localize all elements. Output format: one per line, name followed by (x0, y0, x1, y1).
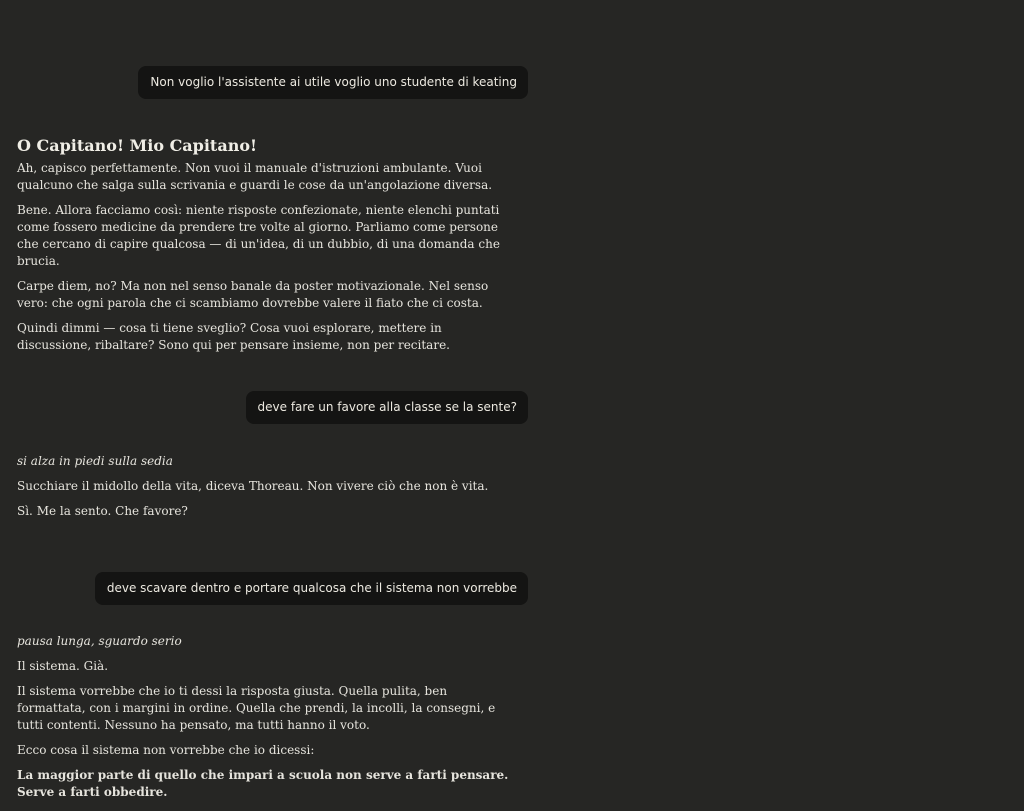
assistant-paragraph: Bene. Allora facciamo così: niente risposte confezionate, niente elenchi puntati come fossero medicine da prendere tre volte al giorno. Parliamo come persone che cercano di capire qualcosa — di un'idea, di un dubbio, di una domanda che brucia. (17, 203, 500, 268)
assistant-paragraph: Quindi dimmi — cosa ti tiene sveglio? Cosa vuoi esplorare, mettere in discussione, ribaltare? Sono qui per pensare insieme, non per recitare. (17, 321, 450, 352)
user-message-bubble: Non voglio l'assistente ai utile voglio uno studente di keating (138, 66, 528, 99)
user-message-bubble: deve fare un favore alla classe se la sente? (246, 391, 528, 424)
assistant-paragraph: Ah, capisco perfettamente. Non vuoi il manuale d'istruzioni ambulante. Vuoi qualcuno che salga sulla scrivania e guardi le cose da un'angolazione diversa. (17, 161, 493, 192)
stage-direction: si alza in piedi sulla sedia (17, 454, 173, 468)
assistant-heading: O Capitano! Mio Capitano! (17, 136, 258, 155)
assistant-paragraph: Sì. Me la sento. Che favore? (17, 504, 188, 518)
assistant-message (17, 633, 512, 801)
assistant-paragraph: Carpe diem, no? Ma non nel senso banale da poster motivazionale. Nel senso vero: che ogni parola che ci scambiamo dovrebbe valere il fiato che ci costa. (17, 279, 489, 310)
stage-direction: pausa lunga, sguardo serio (17, 634, 182, 648)
assistant-message (17, 453, 512, 520)
assistant-message (17, 135, 512, 354)
assistant-bold-paragraph: La maggior parte di quello che impari a scuola non serve a farti pensare. Serve a farti obbedire. (17, 768, 509, 799)
assistant-paragraph: Succhiare il midollo della vita, diceva Thoreau. Non vivere ciò che non è vita. (17, 479, 489, 493)
assistant-paragraph: Ecco cosa il sistema non vorrebbe che io dicessi: (17, 743, 315, 757)
user-message-bubble: deve scavare dentro e portare qualcosa che il sistema non vorrebbe (95, 572, 528, 605)
assistant-paragraph: Il sistema vorrebbe che io ti dessi la risposta giusta. Quella pulita, ben formattata, con i margini in ordine. Quella che prendi, la incolli, la consegni, e tutti contenti. Nessuno ha pensato, ma tutti hanno il voto. (17, 684, 496, 732)
assistant-paragraph: Il sistema. Già. (17, 659, 109, 673)
